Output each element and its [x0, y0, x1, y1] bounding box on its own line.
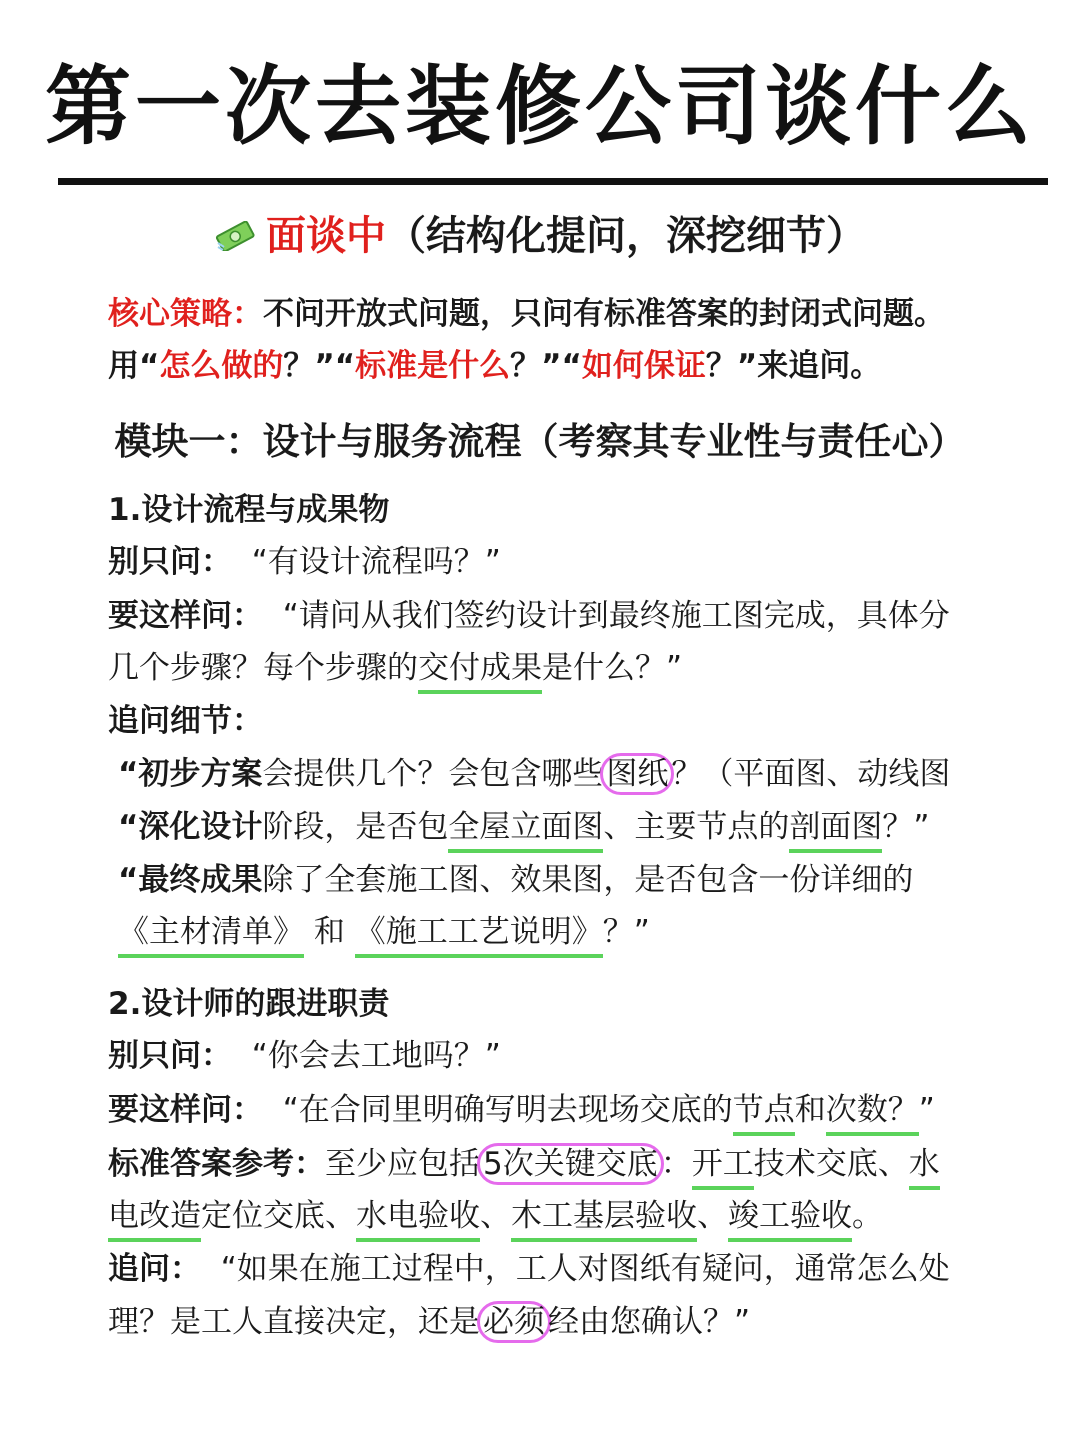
text: 、 — [480, 1198, 511, 1234]
text: 几个步骤？每个步骤的 — [108, 650, 418, 686]
text: ？”“ — [510, 348, 582, 384]
text: 理？是工人直接决定，还是 — [108, 1304, 480, 1340]
text: 。 — [852, 1198, 883, 1234]
section-heading — [0, 208, 1080, 264]
underline-start: 开工 — [692, 1146, 754, 1190]
text: “你会去工地吗？” — [251, 1038, 501, 1074]
underline-section: 剖面图 — [789, 809, 882, 853]
text: ？”“ — [283, 348, 356, 384]
underline-node: 节点 — [733, 1092, 795, 1136]
part1-ask — [108, 598, 1040, 635]
strategy-text: 不问开放式问题，只问有标准答案的封闭式问题。 — [263, 296, 945, 332]
underline-deliverables: 交付成果 — [418, 650, 542, 694]
part1-dont-ask — [108, 544, 1040, 581]
underline-elevation: 全屋立面图 — [448, 809, 603, 853]
circled-five-briefings: 5次关键交底 — [477, 1143, 664, 1185]
part1-detail-1 — [118, 756, 1040, 793]
text: 和 — [794, 1092, 826, 1128]
text: 和 — [313, 914, 345, 950]
label: 要这样问： — [108, 598, 263, 634]
text: 除了全套施工图、效果图，是否包含一份详细的 — [262, 862, 914, 898]
part2-standard-line-2 — [108, 1198, 1040, 1235]
text: ” — [918, 1092, 935, 1128]
part2-dont-ask — [108, 1038, 1040, 1075]
label: 要这样问： — [108, 1092, 263, 1128]
underline-water: 水 — [909, 1146, 940, 1190]
text: 、 — [697, 1198, 728, 1234]
part2-follow-line-2 — [108, 1304, 1040, 1341]
section-heading-red: 面谈中 — [266, 213, 386, 259]
part1-detail-2 — [118, 809, 1040, 846]
text: 是什么？” — [542, 650, 683, 686]
text: 、主要节点的 — [603, 809, 790, 845]
underline-process-doc: 《施工工艺说明》 — [355, 914, 603, 958]
strategy-question-2: 标准是什么 — [355, 348, 511, 384]
part1-detail-4 — [118, 914, 1040, 951]
section-heading-rest: （结构化提问，深挖细节） — [386, 213, 866, 259]
part2-standard — [108, 1146, 1040, 1183]
text: “请问从我们签约设计到最终施工图完成，具体分 — [282, 598, 950, 634]
text: ： — [660, 1146, 692, 1182]
label: 标准答案参考： — [108, 1146, 325, 1182]
bold: “最终成果 — [118, 862, 263, 898]
text: 阶段，是否包 — [262, 809, 449, 845]
circled-drawings: 图纸 — [600, 753, 674, 795]
circled-must: 必须 — [477, 1301, 551, 1343]
text: “如果在施工过程中，工人对图纸有疑问，通常怎么处 — [220, 1251, 950, 1287]
bold: “深化设计 — [118, 809, 263, 845]
underline-material-list: 《主材清单》 — [118, 914, 304, 958]
part1-heading: 1.设计流程与成果物 — [108, 492, 390, 528]
text: 用“ — [108, 348, 160, 384]
label: 追问： — [108, 1251, 201, 1287]
underline-mep-check: 水电验收 — [356, 1198, 480, 1242]
text: 经由您确认？” — [548, 1304, 751, 1340]
strategy-line-1 — [108, 296, 1040, 333]
text: ？” — [882, 809, 930, 845]
underline-wood-check: 木工基层验收 — [511, 1198, 697, 1242]
strategy-question-3: 如何保证 — [581, 348, 706, 384]
text: 至少应包括 — [325, 1146, 480, 1182]
underline-electric: 电改造 — [108, 1198, 201, 1242]
text: “在合同里明确写明去现场交底的 — [282, 1092, 733, 1128]
title-divider — [58, 178, 1048, 185]
label: 别只问： — [108, 1038, 232, 1074]
text: 定位交底、 — [201, 1198, 356, 1234]
text: ？（平面图、动线图 — [671, 756, 951, 792]
text: ？” — [602, 914, 650, 950]
part2-heading: 2.设计师的跟进职责 — [108, 986, 390, 1022]
text: 技术交底、 — [753, 1146, 909, 1182]
label: 别只问： — [108, 544, 232, 580]
text: ？”来追问。 — [705, 348, 882, 384]
page-title: 第一次去装修公司谈什么 — [45, 57, 1035, 157]
module-heading: 模块一：设计与服务流程（考察其专业性与责任心） — [114, 420, 966, 463]
part1-follow-label: 追问细节： — [108, 703, 263, 739]
underline-final-check: 竣工验收 — [728, 1198, 852, 1242]
text: 会提供几个？会包含哪些 — [262, 756, 604, 792]
part1-detail-3 — [118, 862, 1040, 899]
text: “有设计流程吗？” — [251, 544, 501, 580]
money-icon — [214, 221, 256, 251]
strategy-question-1: 怎么做的 — [159, 348, 284, 384]
strategy-label: 核心策略： — [108, 296, 263, 332]
part2-ask — [108, 1092, 1040, 1129]
strategy-line-2 — [108, 348, 1040, 385]
underline-count: 次数？ — [826, 1092, 919, 1136]
part1-ask-line-2 — [108, 650, 1040, 687]
part2-follow — [108, 1251, 1040, 1288]
bold: “初步方案 — [118, 756, 263, 792]
